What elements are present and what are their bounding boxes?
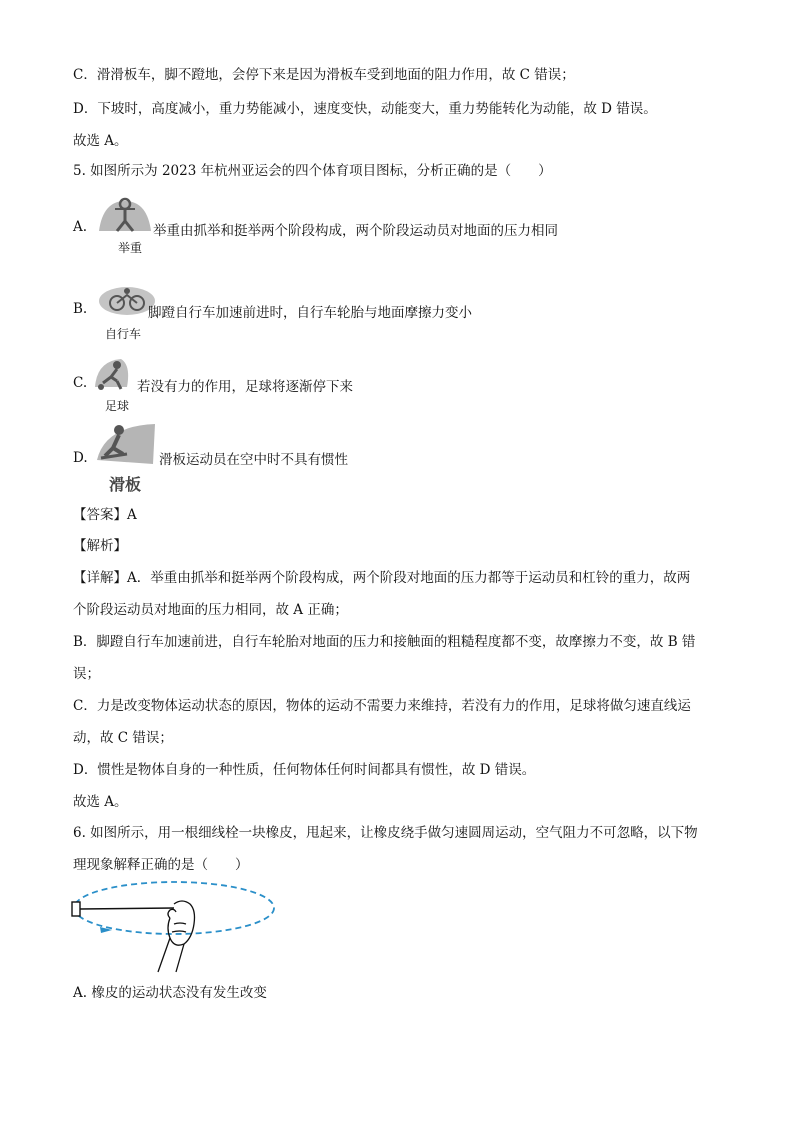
option-icon-label: 自行车 (105, 327, 142, 341)
option-letter: B. (73, 301, 88, 317)
q5-detail-line: 个阶段运动员对地面的压力相同，故 A 正确； (73, 602, 348, 618)
q5-stem: 5. 如图所示为 2023 年杭州亚运会的四个体育项目图标，分析正确的是（ ） (73, 163, 552, 179)
option-icon-label: 滑板 (109, 475, 142, 494)
eraser-icon (72, 902, 80, 916)
rubber-orbit-figure (70, 880, 280, 975)
option-icon-label: 举重 (118, 241, 143, 255)
q5-detail-line: C．力是改变物体运动状态的原因，物体的运动不需要力来维持，若没有力的作用，足球将做匀速直线运 (73, 698, 691, 714)
option-letter: A. (73, 219, 88, 235)
q5-detail-line: 误； (73, 666, 100, 682)
q5-detail-line: D．惯性是物体自身的一种性质，任何物体任何时间都具有惯性，故 D 错误。 (73, 762, 536, 778)
hand-icon (158, 901, 195, 972)
q5-detail-line: B．脚蹬自行车加速前进，自行车轮胎对地面的压力和接触面的粗糙程度都不变，故摩擦力不变，故 B 错 (73, 634, 696, 650)
q6-option-a: A. 橡皮的运动状态没有发生改变 (73, 985, 267, 1001)
football-icon (93, 357, 133, 393)
prev-option-c-explanation: C．滑滑板车，脚不蹬地，会停下来是因为滑板车受到地面的阻力作用，故 C 错误； (73, 67, 575, 83)
prev-option-d-explanation: D．下坡时，高度减小，重力势能减小，速度变快，动能变大，重力势能转化为动能，故 D 错误。 (73, 101, 657, 117)
weightlifting-icon (95, 195, 155, 237)
q5-answer: 【答案】A (73, 507, 137, 523)
option-icon-label: 足球 (105, 399, 130, 413)
q5-detail-line: 动，故 C 错误； (73, 730, 173, 746)
cycling-icon (95, 283, 155, 319)
string-line (80, 908, 174, 909)
option-text: 若没有力的作用，足球将逐渐停下来 (137, 379, 353, 395)
skateboard-icon (95, 420, 157, 466)
q6-stem-continued: 理现象解释正确的是（ ） (73, 857, 249, 873)
option-letter: D. (73, 450, 88, 466)
q5-detail-line: 【详解】A．举重由抓举和挺举两个阶段构成，两个阶段对地面的压力都等于运动员和杠铃的重力，故两 (73, 570, 691, 586)
option-text: 脚蹬自行车加速前进时，自行车轮胎与地面摩擦力变小 (148, 305, 472, 321)
q5-analysis-title: 【解析】 (73, 538, 127, 554)
option-letter: C. (73, 375, 88, 391)
q6-stem: 6. 如图所示，用一根细线栓一块橡皮，甩起来，让橡皮绕手做匀速圆周运动，空气阻力不可忽略，以下物 (73, 825, 698, 841)
prev-conclusion: 故选 A。 (73, 133, 128, 149)
option-text: 滑板运动员在空中时不具有惯性 (159, 452, 348, 468)
option-text: 举重由抓举和挺举两个阶段构成，两个阶段运动员对地面的压力相同 (153, 223, 558, 239)
q5-conclusion: 故选 A。 (73, 794, 128, 810)
